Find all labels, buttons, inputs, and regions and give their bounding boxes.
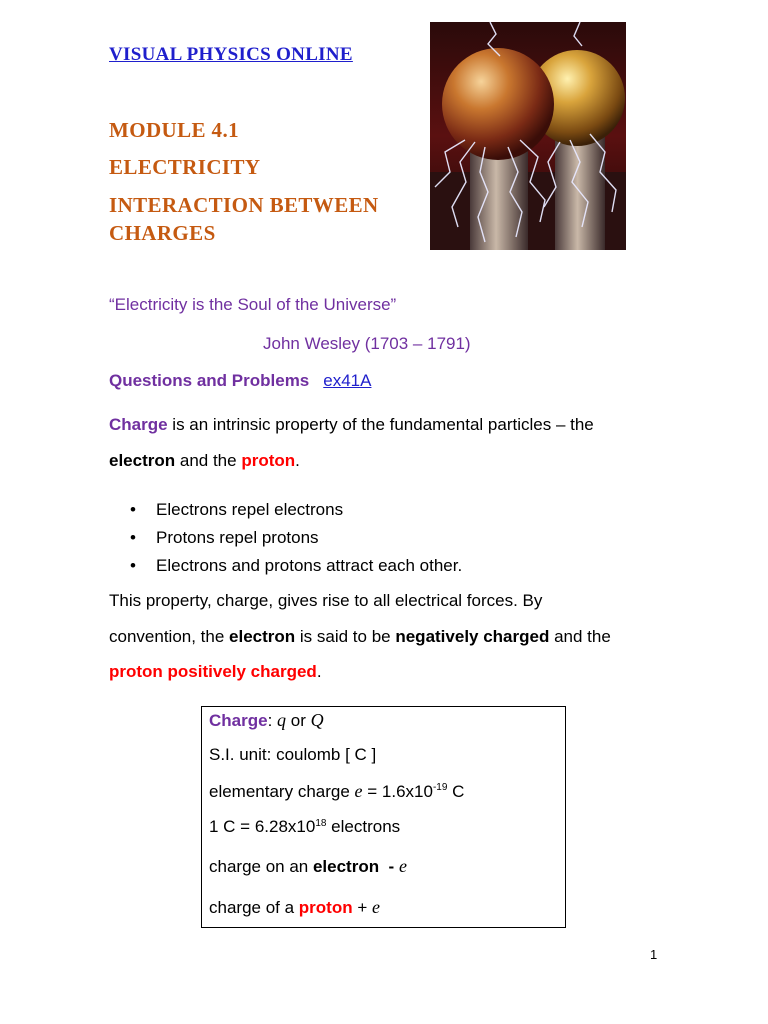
para1-text-a: is an intrinsic property of the fundamental particles – the xyxy=(167,415,594,434)
list-item: • Electrons repel electrons xyxy=(130,496,462,524)
elem-label: elementary charge xyxy=(209,782,355,801)
proton-term: proton xyxy=(298,898,353,917)
box-charge-line xyxy=(209,709,324,732)
charge-summary-box xyxy=(201,706,566,928)
list-item: • Protons repel protons xyxy=(130,524,462,552)
box-charge-label: Charge xyxy=(209,711,268,730)
term-negative: negatively charged xyxy=(395,627,550,646)
electron-symbol: e xyxy=(398,856,407,876)
proton-symbol: e xyxy=(371,897,380,917)
box-charge-sep: : xyxy=(267,711,278,730)
quote-text: “Electricity is the Soul of the Universe” xyxy=(109,295,397,314)
quote-author: John Wesley (1703 – 1791) xyxy=(263,334,471,353)
onec-exponent: 18 xyxy=(315,818,327,829)
electron-sign: - xyxy=(379,857,399,876)
topic-heading: ELECTRICITY xyxy=(109,155,261,179)
questions-link[interactable]: ex41A xyxy=(323,371,372,390)
onec-unit: electrons xyxy=(326,817,401,836)
questions-line xyxy=(109,370,371,392)
box-elementary-charge xyxy=(209,780,464,803)
symbol-q: q xyxy=(277,710,287,730)
para2-text-c: and the xyxy=(549,627,611,646)
para2-line1: This property, charge, gives rise to all electrical forces. By xyxy=(109,591,543,610)
proton-sign: + xyxy=(352,898,372,917)
subtitle-line-2: CHARGES xyxy=(109,221,216,245)
box-or: or xyxy=(286,711,311,730)
para2-text-a: convention, the xyxy=(109,627,230,646)
box-si-unit: S.I. unit: coulomb [ C ] xyxy=(209,745,377,764)
symbol-e: e xyxy=(354,781,363,801)
para2-line2 xyxy=(109,626,611,648)
term-electron-2: electron xyxy=(229,627,296,646)
site-link[interactable]: VISUAL PHYSICS ONLINE xyxy=(109,44,353,65)
term-positive: proton positively charged xyxy=(109,662,317,681)
subtitle-line-1: INTERACTION BETWEEN xyxy=(109,193,379,217)
box-one-coulomb xyxy=(209,816,400,838)
bullet-list xyxy=(130,496,462,580)
elem-unit: C xyxy=(447,782,465,801)
para1-text-b: and the xyxy=(175,451,242,470)
elem-value: = 1.6x10 xyxy=(362,782,433,801)
list-item: • Electrons and protons attract each other. xyxy=(130,552,462,580)
para2-end: . xyxy=(316,662,322,681)
onec-value: 1 C = 6.28x10 xyxy=(209,817,316,836)
para1-text-c: . xyxy=(295,451,300,470)
symbol-Q: Q xyxy=(310,710,324,730)
page-number: 1 xyxy=(650,947,658,962)
para2-text-b: is said to be xyxy=(295,627,396,646)
box-electron-charge xyxy=(209,855,407,878)
box-proton-charge xyxy=(209,896,380,919)
module-number: MODULE 4.1 xyxy=(109,118,239,142)
term-electron: electron xyxy=(109,451,176,470)
elem-exponent: -19 xyxy=(432,782,448,793)
electron-label: charge on an xyxy=(209,857,313,876)
proton-label: charge of a xyxy=(209,898,299,917)
questions-label: Questions and Problems xyxy=(109,371,310,390)
para2-line3 xyxy=(109,661,322,683)
para1-line1 xyxy=(109,414,594,436)
para1-line2 xyxy=(109,450,300,472)
electron-term: electron xyxy=(312,857,380,876)
term-charge: Charge xyxy=(109,415,168,434)
tesla-coil-photo xyxy=(430,22,626,250)
term-proton: proton xyxy=(241,451,296,470)
